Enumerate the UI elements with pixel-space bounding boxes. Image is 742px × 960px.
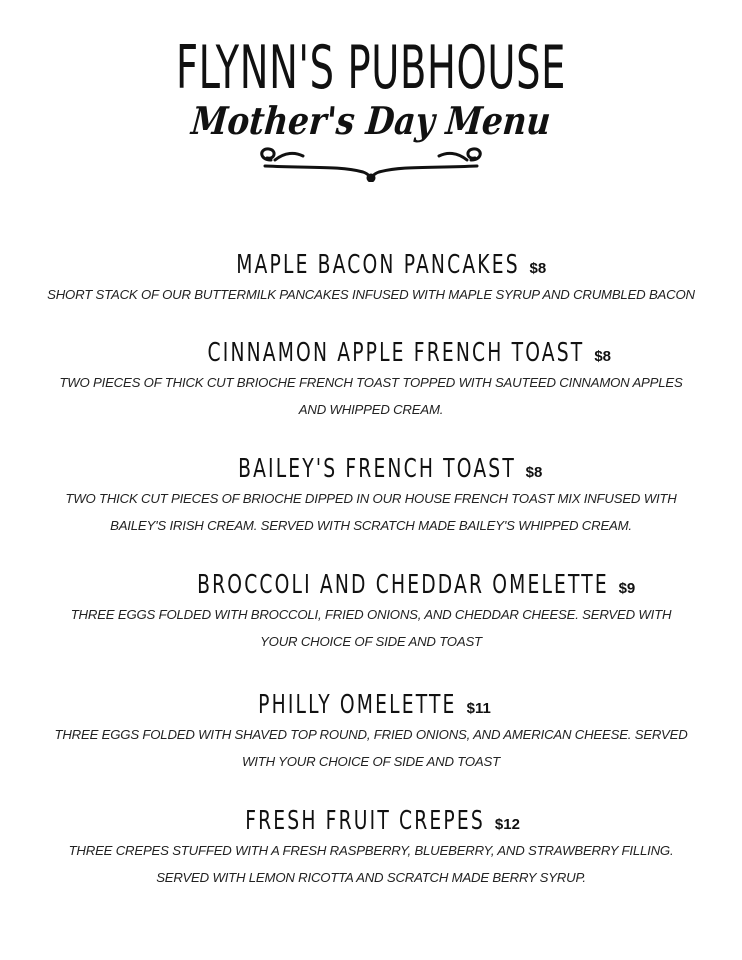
menu-item-name: FRESH FRUIT CREPES (245, 806, 485, 836)
menu-item-heading (0, 690, 742, 720)
scroll-flourish-icon (251, 146, 491, 182)
menu-item-description: THREE EGGS FOLDED WITH SHAVED TOP ROUND, FRIED ONIONS, AND AMERICAN CHEESE. SERVED WITH YOUR CHOICE OF SIDE AND TOAST (54, 727, 688, 769)
menu-item (0, 806, 742, 891)
menu-item-description: TWO THICK CUT PIECES OF BRIOCHE DIPPED IN OUR HOUSE FRENCH TOAST MIX INFUSED WITH BAILEY'S IRISH CREAM. SERVED WITH SCRATCH MADE BAILEY'S WHIPPED CREAM. (65, 491, 677, 533)
menu-item-heading (0, 806, 742, 836)
menu-item-description: THREE CREPES STUFFED WITH A FRESH RASPBERRY, BLUEBERRY, AND STRAWBERRY FILLING. SERVED WITH LEMON RICOTTA AND SCRATCH MADE BERRY SYRUP. (68, 843, 674, 885)
menu-item-description: TWO PIECES OF THICK CUT BRIOCHE FRENCH TOAST TOPPED WITH SAUTEED CINNAMON APPLES AND WHIPPED CREAM. (59, 375, 683, 417)
menu-item-price: $9 (618, 580, 636, 597)
menu-item-heading (0, 250, 742, 280)
menu-header (0, 33, 742, 182)
menu-item-description: THREE EGGS FOLDED WITH BROCCOLI, FRIED ONIONS, AND CHEDDAR CHEESE. SERVED WITH YOUR CHOICE OF SIDE AND TOAST (70, 607, 672, 649)
menu-item-name: BROCCOLI AND CHEDDAR OMELETTE (196, 570, 609, 600)
menu-item-description: SHORT STACK OF OUR BUTTERMILK PANCAKES INFUSED WITH MAPLE SYRUP AND CRUMBLED BACON (47, 287, 695, 302)
menu-item-name: PHILLY OMELETTE (258, 690, 457, 720)
menu-item (0, 570, 742, 655)
menu-item-heading (0, 570, 742, 600)
menu-item (0, 250, 742, 308)
menu-item (0, 338, 742, 423)
menu-item-name: MAPLE BACON PANCAKES (236, 250, 520, 280)
menu-item (0, 454, 742, 539)
menu-item-price: $8 (525, 464, 543, 481)
menu-item-name: CINNAMON APPLE FRENCH TOAST (207, 338, 585, 368)
menu-item-name: BAILEY'S FRENCH TOAST (237, 454, 516, 484)
menu-item (0, 690, 742, 775)
restaurant-title: FLYNN'S PUBHOUSE (175, 33, 567, 103)
menu-item-heading (0, 454, 742, 484)
menu-item-price: $11 (466, 700, 491, 717)
menu-item-price: $8 (594, 348, 612, 365)
menu-item-price: $8 (529, 260, 547, 277)
menu-subtitle: Mother's Day Menu (189, 98, 553, 143)
menu-item-heading (0, 338, 742, 368)
menu-item-price: $12 (494, 816, 520, 833)
